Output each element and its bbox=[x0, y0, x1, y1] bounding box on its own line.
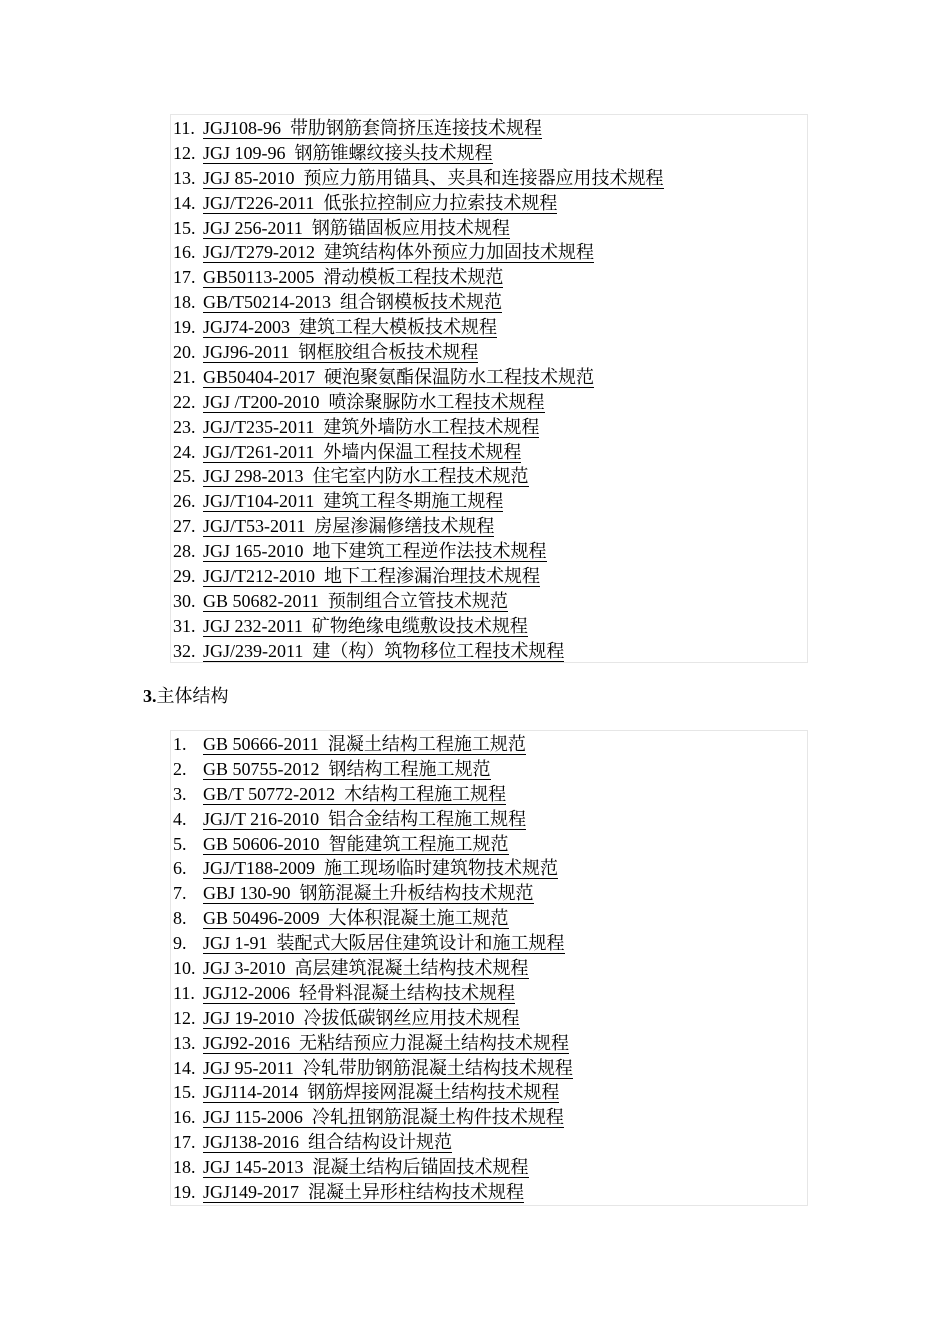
list-item bbox=[171, 489, 807, 514]
standard-link[interactable] bbox=[203, 809, 526, 830]
standard-code: JGJ 95-2011 bbox=[203, 1057, 294, 1078]
standard-link[interactable] bbox=[203, 759, 491, 780]
standard-link[interactable] bbox=[203, 541, 547, 562]
standard-code: JGJ/T 216-2010 bbox=[203, 808, 320, 829]
section-title: 主体结构 bbox=[156, 686, 229, 706]
standards-list-box-2 bbox=[170, 730, 808, 1206]
list-item bbox=[171, 757, 807, 782]
list-item bbox=[171, 315, 807, 340]
item-number: 20. bbox=[173, 342, 196, 363]
item-number: 14. bbox=[173, 1057, 196, 1078]
standards-list-1 bbox=[171, 115, 807, 664]
standard-link[interactable] bbox=[203, 1082, 559, 1103]
standard-code: JGJ 232-2011 bbox=[203, 615, 303, 636]
list-item bbox=[171, 464, 807, 489]
list-item bbox=[171, 956, 807, 981]
list-item bbox=[171, 807, 807, 832]
list-item bbox=[171, 832, 807, 857]
item-number: 1. bbox=[173, 734, 187, 754]
standard-link[interactable] bbox=[203, 1058, 573, 1079]
standard-title: 滑动模板工程技术规范 bbox=[323, 267, 504, 288]
standard-title: 钢筋焊接网混凝土结构技术规程 bbox=[307, 1082, 560, 1103]
list-item bbox=[171, 365, 807, 390]
item-number: 23. bbox=[173, 416, 196, 437]
standard-title: 硬泡聚氨酯保温防水工程技术规范 bbox=[324, 366, 594, 387]
list-item bbox=[171, 240, 807, 265]
standard-code: JGJ149-2017 bbox=[203, 1182, 300, 1203]
list-item bbox=[171, 216, 807, 241]
standard-code: JGJ/T279-2012 bbox=[203, 242, 315, 263]
standards-list-box-1 bbox=[170, 114, 808, 663]
standard-link[interactable] bbox=[203, 734, 526, 755]
standard-link[interactable] bbox=[203, 267, 503, 288]
standard-code: GB 50666-2011 bbox=[203, 734, 319, 754]
standard-link[interactable] bbox=[203, 367, 594, 388]
list-item bbox=[171, 141, 807, 166]
item-number: 3. bbox=[173, 783, 187, 804]
standard-link[interactable] bbox=[203, 168, 664, 189]
standard-code: JGJ92-2016 bbox=[203, 1032, 291, 1053]
item-number: 21. bbox=[173, 366, 196, 387]
item-number: 30. bbox=[173, 590, 196, 611]
item-number: 14. bbox=[173, 192, 196, 213]
item-number: 8. bbox=[173, 908, 187, 929]
item-number: 15. bbox=[173, 217, 196, 238]
standard-title: 高层建筑混凝土结构技术规程 bbox=[294, 958, 529, 979]
list-item bbox=[171, 1130, 807, 1155]
standard-link[interactable] bbox=[203, 491, 503, 512]
standard-link[interactable] bbox=[203, 442, 521, 463]
item-number: 16. bbox=[173, 1107, 196, 1128]
standard-title: 无粘结预应力混凝土结构技术规程 bbox=[299, 1032, 570, 1053]
standard-code: JGJ96-2011 bbox=[203, 342, 290, 363]
standard-title: 住宅室内防水工程技术规范 bbox=[312, 466, 529, 487]
item-number: 13. bbox=[173, 1032, 196, 1053]
standard-code: JGJ12-2006 bbox=[203, 982, 291, 1003]
standard-code: JGJ/T212-2010 bbox=[203, 566, 315, 587]
standard-title: 房屋渗漏修缮技术规程 bbox=[314, 516, 495, 537]
standard-link[interactable] bbox=[203, 858, 558, 879]
list-item bbox=[171, 589, 807, 614]
list-item bbox=[171, 265, 807, 290]
standard-link[interactable] bbox=[203, 193, 557, 214]
list-item bbox=[171, 614, 807, 639]
standard-link[interactable] bbox=[203, 466, 529, 487]
standard-code: GB/T50214-2013 bbox=[203, 292, 331, 313]
standard-link[interactable] bbox=[203, 591, 508, 612]
standard-code: GB50113-2005 bbox=[203, 267, 315, 288]
item-number: 11. bbox=[173, 982, 195, 1003]
standard-title: 组合钢模板技术规范 bbox=[340, 292, 502, 313]
standard-title: 钢筋混凝土升板结构技术规范 bbox=[299, 883, 534, 904]
standard-link[interactable] bbox=[203, 317, 497, 338]
item-number: 12. bbox=[173, 142, 196, 163]
standard-code: JGJ/T261-2011 bbox=[203, 441, 315, 462]
standard-link[interactable] bbox=[203, 983, 515, 1004]
standard-code: JGJ/T226-2011 bbox=[203, 192, 315, 213]
section-number: 3. bbox=[143, 686, 157, 706]
standard-title: 建（构）筑物移位工程技术规程 bbox=[312, 640, 565, 661]
item-number: 22. bbox=[173, 391, 196, 412]
standard-code: JGJ 165-2010 bbox=[203, 541, 304, 562]
item-number: 12. bbox=[173, 1007, 196, 1028]
item-number: 18. bbox=[173, 292, 196, 313]
list-item bbox=[171, 639, 807, 664]
standard-code: JGJ 256-2011 bbox=[203, 217, 303, 238]
list-item bbox=[171, 1105, 807, 1130]
standard-title: 低张拉控制应力拉索技术规程 bbox=[323, 192, 558, 213]
standard-link[interactable] bbox=[203, 641, 564, 662]
standard-link[interactable] bbox=[203, 292, 502, 313]
list-item bbox=[171, 514, 807, 539]
item-number: 15. bbox=[173, 1082, 196, 1103]
standard-link[interactable] bbox=[203, 908, 509, 929]
standard-code: JGJ 298-2013 bbox=[203, 466, 304, 487]
list-item bbox=[171, 931, 807, 956]
item-number: 6. bbox=[173, 858, 187, 879]
standard-link[interactable] bbox=[203, 566, 540, 587]
standard-link[interactable] bbox=[203, 1182, 524, 1203]
standard-link[interactable] bbox=[203, 1132, 452, 1153]
standard-code: JGJ138-2016 bbox=[203, 1132, 300, 1153]
standard-title: 建筑结构体外预应力加固技术规程 bbox=[324, 242, 594, 263]
item-number: 7. bbox=[173, 883, 187, 904]
standard-title: 矿物绝缘电缆敷设技术规程 bbox=[311, 615, 528, 636]
standard-title: 混凝土结构后锚固技术规程 bbox=[312, 1157, 529, 1178]
list-item bbox=[171, 856, 807, 881]
standard-title: 建筑工程冬期施工规程 bbox=[323, 491, 504, 512]
standard-link[interactable] bbox=[203, 342, 478, 363]
standard-code: JGJ74-2003 bbox=[203, 317, 291, 338]
item-number: 26. bbox=[173, 491, 196, 512]
item-number: 19. bbox=[173, 1182, 196, 1203]
standard-code: JGJ 145-2013 bbox=[203, 1157, 304, 1178]
standard-title: 混凝土异形柱结构技术规程 bbox=[308, 1182, 525, 1203]
standard-title: 钢结构工程施工规范 bbox=[328, 758, 491, 779]
standard-title: 冷轧扭钢筋混凝土构件技术规程 bbox=[311, 1107, 564, 1128]
standard-title: 冷轧带肋钢筋混凝土结构技术规程 bbox=[302, 1057, 573, 1078]
standard-link[interactable] bbox=[203, 1033, 569, 1054]
standard-link[interactable] bbox=[203, 417, 539, 438]
standard-link[interactable] bbox=[203, 1157, 529, 1178]
item-number: 29. bbox=[173, 566, 196, 587]
standard-code: JGJ 109-96 bbox=[203, 142, 286, 163]
standard-link[interactable] bbox=[203, 392, 545, 413]
item-number: 18. bbox=[173, 1157, 196, 1178]
standard-link[interactable] bbox=[203, 784, 506, 805]
standard-title: 地下工程渗漏治理技术规程 bbox=[324, 566, 540, 587]
section-heading-main-structure bbox=[143, 684, 229, 708]
standard-link[interactable] bbox=[203, 1107, 564, 1128]
standard-code: JGJ/T104-2011 bbox=[203, 491, 315, 512]
standard-title: 冷拔低碳钢丝应用技术规程 bbox=[303, 1007, 520, 1028]
standard-title: 大体积混凝土施工规范 bbox=[328, 908, 509, 929]
standard-title: 组合结构设计规范 bbox=[308, 1132, 453, 1153]
standard-title: 钢框胶组合板技术规程 bbox=[298, 342, 479, 363]
standard-link[interactable] bbox=[203, 516, 494, 537]
standard-code: JGJ /T200-2010 bbox=[203, 391, 320, 412]
item-number: 16. bbox=[173, 242, 196, 263]
standard-code: JGJ/T53-2011 bbox=[203, 516, 306, 537]
standard-title: 喷涂聚脲防水工程技术规程 bbox=[328, 391, 545, 412]
list-item bbox=[171, 1080, 807, 1105]
list-item bbox=[171, 1155, 807, 1180]
item-number: 25. bbox=[173, 466, 196, 487]
standard-title: 铝合金结构工程施工规程 bbox=[328, 808, 527, 829]
standard-code: JGJ 19-2010 bbox=[203, 1007, 295, 1028]
list-item bbox=[171, 1006, 807, 1031]
standard-link[interactable] bbox=[203, 1008, 520, 1029]
list-item bbox=[171, 981, 807, 1006]
standard-link[interactable] bbox=[203, 933, 565, 954]
standard-code: GB50404-2017 bbox=[203, 366, 315, 387]
list-item bbox=[171, 539, 807, 564]
list-item bbox=[171, 415, 807, 440]
item-number: 28. bbox=[173, 541, 196, 562]
standard-code: GB/T 50772-2012 bbox=[203, 783, 336, 804]
item-number: 24. bbox=[173, 441, 196, 462]
standard-title: 轻骨料混凝土结构技术规程 bbox=[299, 982, 516, 1003]
standard-code: GBJ 130-90 bbox=[203, 883, 291, 904]
item-number: 27. bbox=[173, 516, 196, 537]
list-item bbox=[171, 564, 807, 589]
list-item bbox=[171, 881, 807, 906]
standard-title: 钢筋锚固板应用技术规程 bbox=[311, 217, 510, 238]
standard-title: 木结构工程施工规程 bbox=[344, 783, 507, 804]
standard-code: JGJ/239-2011 bbox=[203, 640, 304, 661]
list-item bbox=[171, 340, 807, 365]
list-item bbox=[171, 390, 807, 415]
standard-title: 智能建筑工程施工规范 bbox=[328, 833, 509, 854]
standard-title: 带肋钢筋套筒挤压连接技术规程 bbox=[290, 118, 543, 138]
standard-code: JGJ 3-2010 bbox=[203, 958, 286, 979]
standard-code: JGJ 115-2006 bbox=[203, 1107, 303, 1128]
standard-title: 混凝土结构工程施工规范 bbox=[327, 734, 526, 754]
standard-code: GB 50496-2009 bbox=[203, 908, 320, 929]
standard-link[interactable] bbox=[203, 118, 542, 139]
standard-code: GB 50755-2012 bbox=[203, 758, 320, 779]
standard-link[interactable] bbox=[203, 616, 528, 637]
standard-code: GB 50682-2011 bbox=[203, 590, 319, 611]
standard-title: 预制组合立管技术规范 bbox=[327, 590, 508, 611]
list-item bbox=[171, 116, 807, 141]
standard-code: JGJ/T235-2011 bbox=[203, 416, 315, 437]
item-number: 13. bbox=[173, 167, 196, 188]
item-number: 5. bbox=[173, 833, 187, 854]
list-item bbox=[171, 1056, 807, 1081]
standard-code: JGJ 1-91 bbox=[203, 933, 268, 954]
item-number: 10. bbox=[173, 958, 196, 979]
standard-code: JGJ/T188-2009 bbox=[203, 858, 315, 879]
standard-title: 装配式大阪居住建筑设计和施工规程 bbox=[276, 933, 565, 954]
standard-title: 建筑工程大模板技术规程 bbox=[299, 317, 498, 338]
item-number: 31. bbox=[173, 615, 196, 636]
standard-code: JGJ 85-2010 bbox=[203, 167, 295, 188]
item-number: 11. bbox=[173, 118, 195, 138]
item-number: 17. bbox=[173, 1132, 196, 1153]
standard-code: JGJ108-96 bbox=[203, 118, 282, 138]
standard-link[interactable] bbox=[203, 218, 510, 239]
standard-title: 外墙内保温工程技术规程 bbox=[323, 441, 522, 462]
list-item bbox=[171, 440, 807, 465]
item-number: 4. bbox=[173, 808, 187, 829]
standard-title: 钢筋锥螺纹接头技术规程 bbox=[294, 142, 493, 163]
list-item bbox=[171, 166, 807, 191]
standard-link[interactable] bbox=[203, 883, 534, 904]
item-number: 17. bbox=[173, 267, 196, 288]
item-number: 32. bbox=[173, 640, 196, 661]
list-item bbox=[171, 290, 807, 315]
list-item bbox=[171, 906, 807, 931]
standard-code: JGJ114-2014 bbox=[203, 1082, 299, 1103]
standard-title: 施工现场临时建筑物技术规范 bbox=[324, 858, 558, 879]
standard-link[interactable] bbox=[203, 834, 509, 855]
list-item bbox=[171, 782, 807, 807]
standard-link[interactable] bbox=[203, 958, 529, 979]
standard-title: 预应力筋用锚具、夹具和连接器应用技术规程 bbox=[303, 167, 664, 188]
item-number: 2. bbox=[173, 758, 187, 779]
item-number: 19. bbox=[173, 317, 196, 338]
standard-link[interactable] bbox=[203, 242, 594, 263]
standard-title: 建筑外墙防水工程技术规程 bbox=[323, 416, 540, 437]
standard-title: 地下建筑工程逆作法技术规程 bbox=[312, 541, 547, 562]
list-item bbox=[171, 191, 807, 216]
list-item bbox=[171, 1180, 807, 1205]
standard-code: GB 50606-2010 bbox=[203, 833, 320, 854]
standards-list-2 bbox=[171, 731, 807, 1205]
list-item bbox=[171, 732, 807, 757]
list-item bbox=[171, 1031, 807, 1056]
standard-link[interactable] bbox=[203, 143, 493, 164]
item-number: 9. bbox=[173, 933, 187, 954]
